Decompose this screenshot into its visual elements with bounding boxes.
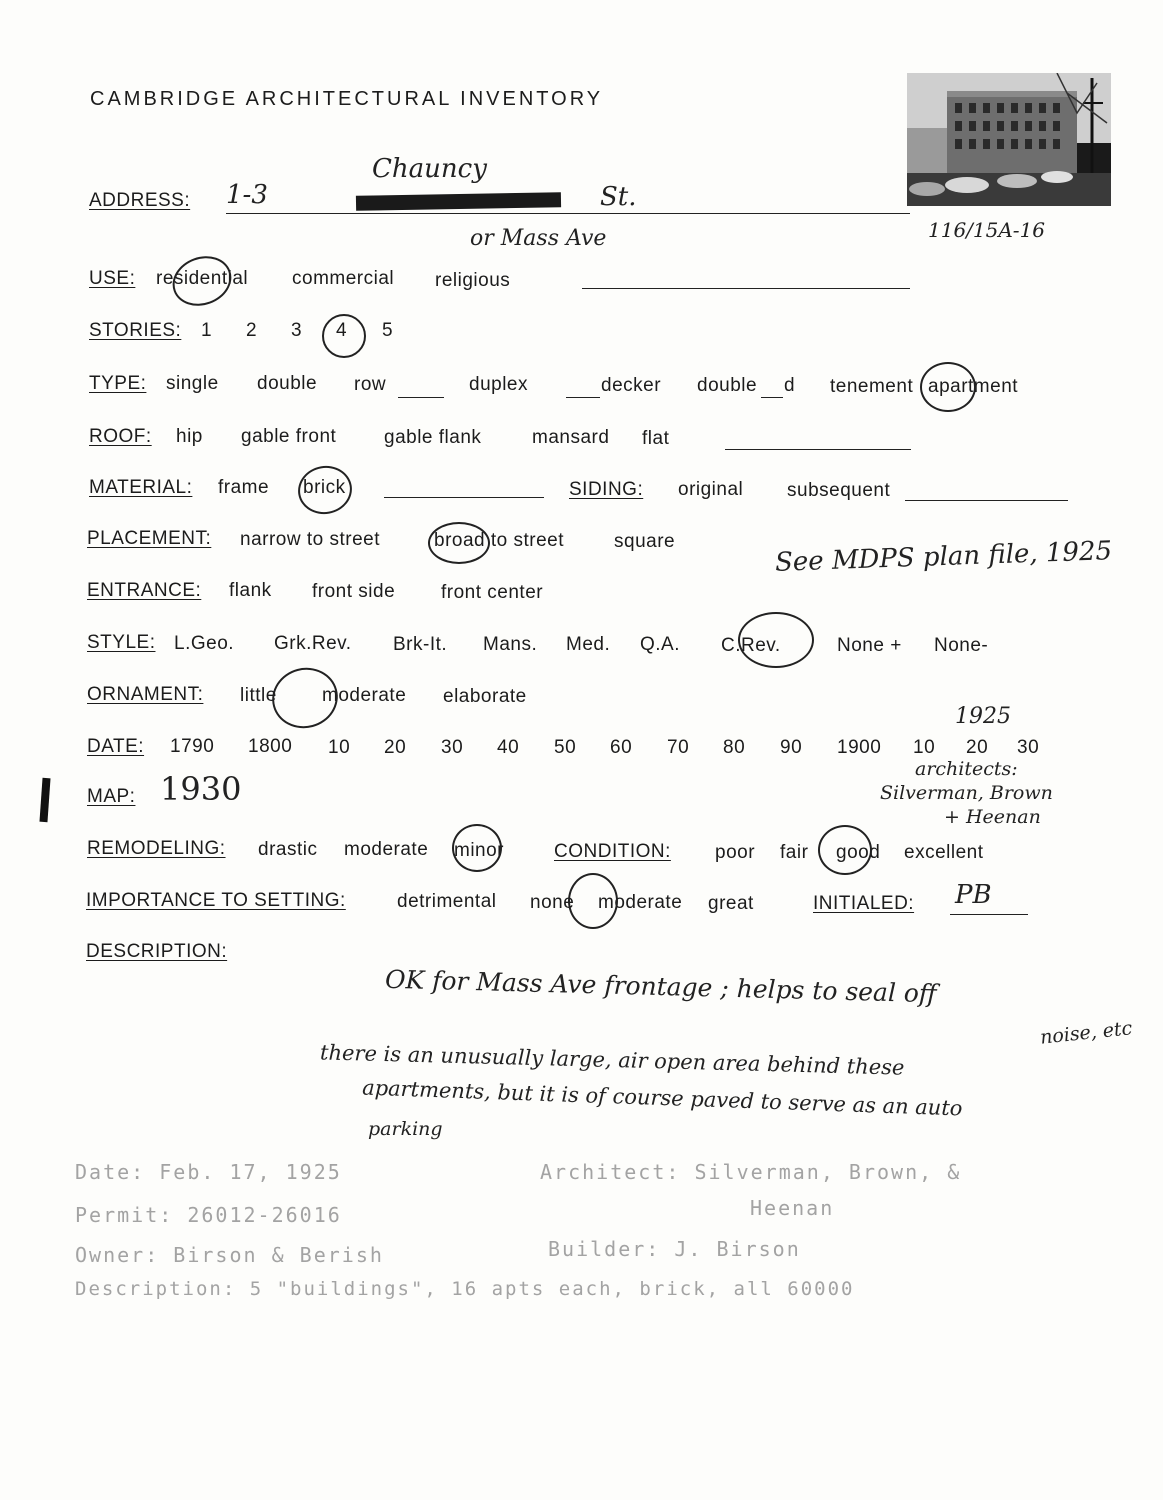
use-other-line [582, 288, 910, 289]
style-grkrev: Grk.Rev. [274, 633, 352, 654]
type-row-line [398, 397, 444, 398]
date-1840: 40 [497, 737, 520, 758]
placement-broad: broad to street [434, 530, 565, 551]
pencil-permit: Permit: 26012-26016 [75, 1203, 342, 1227]
condition-selection-circle [818, 825, 872, 875]
roof-hip: hip [176, 426, 203, 447]
use-residential: residential [156, 268, 249, 289]
condition-good: good [836, 842, 881, 863]
style-selection-circle [738, 612, 814, 668]
condition-excellent: excellent [904, 842, 984, 863]
style-qa: Q.A. [640, 634, 681, 655]
date-1870: 70 [667, 737, 690, 758]
remodeling-minor: minor [454, 840, 505, 861]
placement-narrow: narrow to street [240, 529, 380, 550]
ornament-elaborate: elaborate [443, 686, 527, 707]
condition-fair: fair [780, 842, 809, 863]
type-d: d [784, 375, 796, 396]
stories-5: 5 [382, 320, 394, 341]
date-1790: 1790 [170, 736, 215, 757]
style-med: Med. [566, 634, 611, 655]
siding-original: original [678, 479, 744, 500]
material-brick: brick [303, 477, 346, 498]
type-apartment: apartment [928, 376, 1019, 397]
roof-gable-flank: gable flank [384, 427, 482, 448]
ornament-label: ORNAMENT: [87, 684, 204, 705]
date-1830: 30 [441, 737, 464, 758]
description-line-4: parking [368, 1118, 443, 1140]
stories-1: 1 [201, 320, 213, 341]
condition-poor: poor [715, 842, 756, 863]
address-label: ADDRESS: [89, 190, 191, 211]
entrance-front-center: front center [441, 582, 544, 603]
architects-note-1: architects: [915, 758, 1018, 780]
style-crev: C.Rev. [721, 635, 781, 656]
importance-none: none [530, 892, 575, 913]
pencil-date: Date: Feb. 17, 1925 [75, 1160, 342, 1184]
date-1850: 50 [554, 737, 577, 758]
architects-note-2: Silverman, Brown [880, 782, 1053, 804]
redaction-mark [356, 192, 561, 211]
description-line-2: there is an unusually large, air open area behind these [319, 1040, 905, 1080]
remodeling-selection-circle [452, 824, 505, 872]
use-religious: religious [435, 270, 511, 291]
importance-label: IMPORTANCE TO SETTING: [86, 890, 346, 911]
initialed-value: PB [955, 880, 992, 910]
stories-3: 3 [291, 320, 303, 341]
address-number: 1-3 [226, 180, 268, 210]
date-label: DATE: [87, 736, 145, 757]
stories-selection-circle [322, 314, 366, 358]
remodeling-drastic: drastic [258, 839, 318, 860]
material-label: MATERIAL: [89, 477, 193, 498]
style-brkit: Brk-It. [393, 634, 448, 655]
use-label: USE: [89, 268, 136, 289]
pencil-architect-2: Heenan [750, 1196, 835, 1220]
remodeling-label: REMODELING: [87, 838, 226, 859]
map-label: MAP: [87, 786, 136, 807]
pencil-description: Description: 5 "buildings", 16 apts each, brick, all 60000 [75, 1278, 855, 1300]
siding-label: SIDING: [569, 479, 644, 500]
use-selection-circle [166, 248, 239, 314]
material-frame: frame [218, 477, 270, 498]
placement-label: PLACEMENT: [87, 528, 212, 549]
siding-subsequent: subsequent [787, 480, 891, 501]
type-decker: decker [601, 375, 662, 396]
importance-selection-circle [568, 873, 618, 929]
address-street: Chauncy [372, 154, 487, 184]
placement-selection-circle [428, 522, 490, 564]
style-none-minus: None- [934, 635, 989, 656]
importance-moderate: moderate [598, 892, 683, 913]
date-1810: 10 [328, 737, 351, 758]
address-alternate: or Mass Ave [470, 226, 607, 251]
date-1820: 20 [384, 737, 407, 758]
roof-flat: flat [642, 428, 670, 449]
date-1860: 60 [610, 737, 633, 758]
address-line [226, 213, 910, 214]
roof-gable-front: gable front [241, 426, 337, 447]
map-value: 1930 [160, 770, 242, 808]
type-single: single [166, 373, 219, 394]
importance-detrimental: detrimental [397, 891, 497, 912]
type-tenement: tenement [830, 376, 914, 397]
style-lgeo: L.Geo. [174, 633, 235, 654]
type-double-d-line [761, 397, 783, 398]
address-suffix: St. [600, 182, 637, 212]
pencil-architect: Architect: Silverman, Brown, & [540, 1160, 962, 1184]
roof-mansard: mansard [532, 427, 610, 448]
ornament-moderate: moderate [322, 685, 407, 706]
photo-reference: 116/15A-16 [928, 218, 1046, 242]
entrance-front-side: front side [312, 581, 396, 602]
date-1920: 20 [966, 737, 989, 758]
building-photo [907, 73, 1111, 206]
importance-great: great [708, 893, 754, 914]
date-year-note: 1925 [955, 704, 1011, 729]
stories-2: 2 [246, 320, 258, 341]
description-label: DESCRIPTION: [86, 941, 228, 962]
roof-other-line [725, 449, 911, 450]
style-mans: Mans. [483, 634, 538, 655]
form-title: CAMBRIDGE ARCHITECTURAL INVENTORY [90, 88, 604, 110]
type-decker-line [566, 397, 600, 398]
architects-note-3: + Heenan [944, 806, 1041, 828]
type-selection-circle [920, 362, 976, 412]
style-none-plus: None + [837, 635, 902, 656]
date-1900: 1900 [837, 737, 882, 758]
building-photo-image [907, 73, 1111, 206]
date-1910: 10 [913, 737, 936, 758]
siding-other-line [905, 500, 1068, 501]
plan-file-note: See MDPS plan file, 1925 [774, 536, 1113, 578]
margin-mark [39, 778, 50, 822]
material-other-line [384, 497, 544, 498]
type-row: row [354, 374, 387, 395]
initialed-line [950, 914, 1028, 915]
use-commercial: commercial [292, 268, 395, 289]
date-1930: 30 [1017, 737, 1040, 758]
ornament-selection-circle [265, 660, 344, 735]
placement-square: square [614, 531, 676, 552]
type-double: double [257, 373, 318, 394]
stories-4: 4 [336, 320, 348, 341]
description-line-3: apartments, but it is of course paved to serve as an auto [361, 1075, 963, 1121]
entrance-label: ENTRANCE: [87, 580, 202, 601]
entrance-flank: flank [229, 580, 272, 601]
date-1880: 80 [723, 737, 746, 758]
remodeling-moderate: moderate [344, 839, 429, 860]
date-1890: 90 [780, 737, 803, 758]
description-line-1: OK for Mass Ave frontage ; helps to seal off [384, 964, 938, 1009]
type-label: TYPE: [89, 373, 147, 394]
description-line-1b: noise, etc [1039, 1017, 1134, 1049]
style-label: STYLE: [87, 632, 156, 653]
material-selection-circle [294, 462, 356, 519]
pencil-builder: Builder: J. Birson [548, 1237, 801, 1261]
date-1800: 1800 [248, 736, 293, 757]
condition-label: CONDITION: [554, 841, 671, 862]
roof-label: ROOF: [89, 426, 152, 447]
initialed-label: INITIALED: [813, 893, 915, 914]
ornament-little: little [240, 685, 277, 706]
pencil-owner: Owner: Birson & Berish [75, 1243, 384, 1267]
type-duplex: duplex [469, 374, 528, 395]
type-double-d: double [697, 375, 758, 396]
stories-label: STORIES: [89, 320, 182, 341]
